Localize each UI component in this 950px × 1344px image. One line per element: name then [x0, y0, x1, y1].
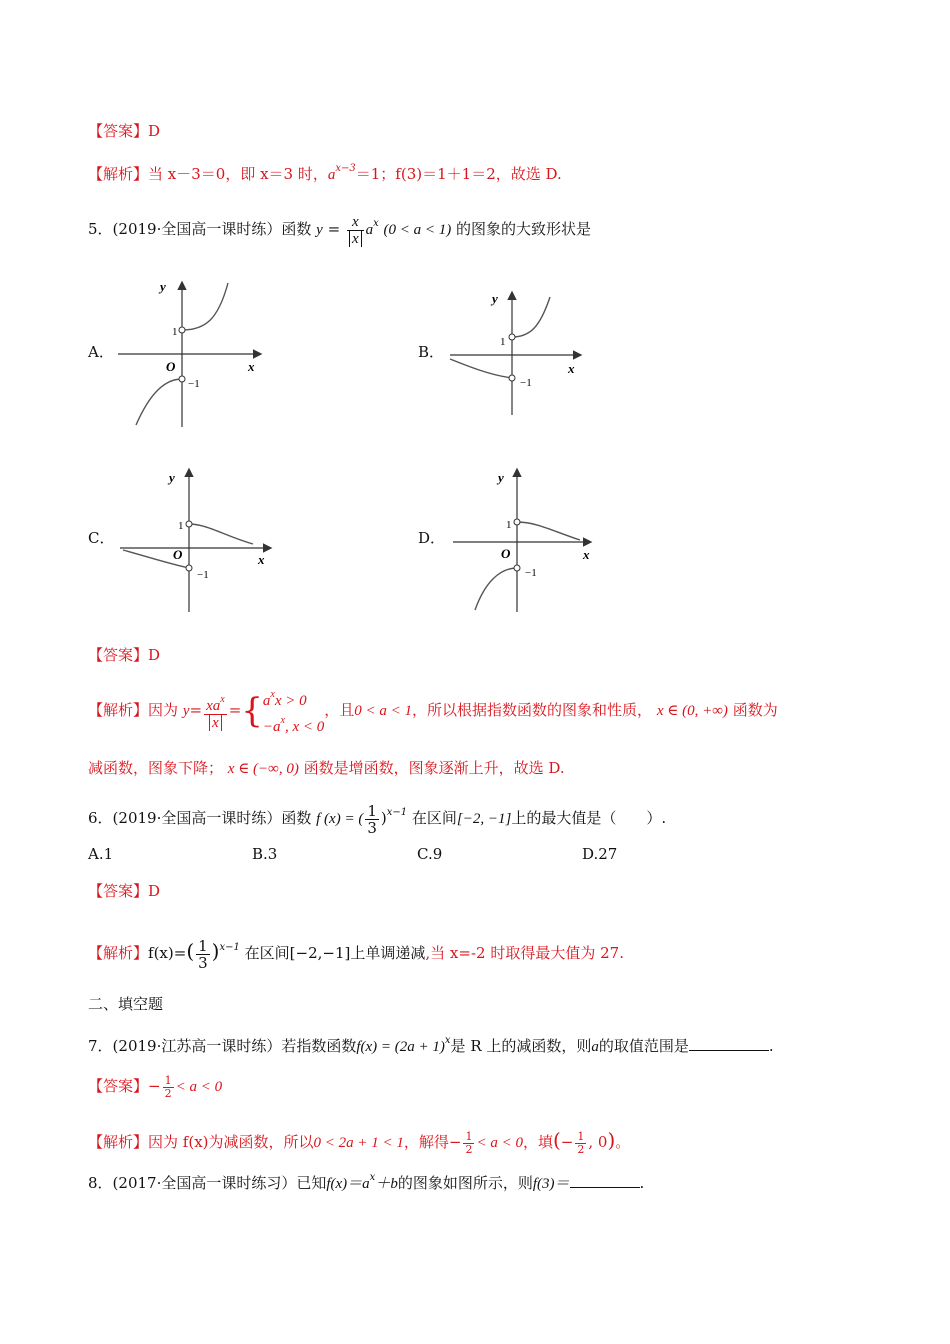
open-point — [179, 327, 185, 333]
exp-base: a — [327, 167, 336, 183]
q5-func-exp: x — [373, 218, 379, 229]
q5-prefix: 5．(2019·全国高一课时练）函数 — [88, 220, 312, 238]
open-point — [509, 334, 515, 340]
open-point — [509, 375, 515, 381]
q5-stem — [88, 204, 591, 250]
axis-label-x: x — [568, 361, 575, 376]
answer-tag: 【答案】 — [88, 1077, 149, 1095]
analysis-mid2: 上单调递减 — [350, 944, 426, 962]
analysis-frac-num: $xa^x$ — [206, 693, 225, 714]
analysis-mid: ，且 — [324, 701, 355, 719]
option-c-label[interactable]: C． — [88, 529, 115, 547]
q7-stem: 7．(2019·江苏高一课时练）若指数函数$f(x) = (2a + 1)^x$是 R 上的减函数，则a的取值范围是 . — [88, 1035, 774, 1055]
choice-c[interactable]: C.9 — [417, 845, 443, 863]
analysis-eq2: = — [228, 701, 242, 719]
answer-tag: 【答案】 — [88, 122, 149, 140]
analysis-fraction: $\frac{1}{3}$ — [198, 936, 208, 972]
curve-right — [512, 297, 550, 337]
answer-tag: 【答案】 — [88, 646, 149, 664]
analysis-text: 当 x－3＝0，即 x＝3 时， — [148, 165, 328, 183]
q8-stem: 8．(2017·全国高一课时练习）已知$f(x)=a^x+b$的图象如图所示，则f(3)＝ . — [88, 1172, 645, 1192]
analysis-fraction — [204, 692, 227, 731]
q6-stem: 6．(2019·全国高一课时练）函数 f (x) = ( $\frac{1}{3}$ )$^{x-1}$ 在区间[−2, −1]上的最大值是（ ）. — [88, 801, 667, 837]
open-point — [186, 565, 192, 571]
analysis-interval1: x ∈ (0, +∞) — [656, 703, 728, 719]
option-b-label[interactable]: B． — [418, 343, 445, 361]
q5-frac-num: x — [351, 213, 359, 230]
analysis-line2-b: 函数是增函数，图象逐渐上升，故选 D. — [303, 759, 565, 777]
section-title: 二、填空题 — [88, 995, 164, 1013]
q5-fraction — [347, 214, 364, 247]
q6-suffix: 上的最大值是（ ）. — [511, 809, 667, 827]
origin-label: O — [173, 547, 183, 562]
origin-label: O — [501, 546, 511, 561]
tick-label-1: 1 — [172, 326, 178, 338]
open-point — [514, 519, 520, 525]
axis-label-x: x — [258, 552, 265, 567]
analysis-tag: 【解析】 — [88, 701, 149, 719]
q8-func: f(x)＝a — [326, 1176, 370, 1192]
q8-mid: 的图象如图所示，则 — [397, 1174, 533, 1192]
analysis-tail1: 函数为 — [732, 701, 778, 719]
q6-interval: [−2, −1] — [456, 811, 512, 827]
exp-power: x−3 — [335, 163, 356, 174]
analysis-tag: 【解析】 — [88, 944, 149, 962]
option-a-label[interactable]: A． — [88, 343, 114, 361]
tick-label-1: 1 — [500, 336, 506, 348]
q5-func-cond: (0 < a < 1) — [383, 222, 452, 238]
q8-prefix: 8．(2017·全国高一课时练习）已知 — [88, 1174, 327, 1192]
q7-func-exp: x — [444, 1035, 451, 1046]
q6-fraction: $\frac{1}{3}$ — [367, 801, 377, 837]
analysis-text-2: ＝1；f(3)＝1＋1＝2，故选 D. — [355, 165, 562, 183]
answer-value: D — [148, 122, 161, 140]
analysis-red: ,当 x=-2 时取得最大值为 27. — [425, 944, 624, 962]
axis-label-y: y — [160, 279, 166, 294]
q4-analysis — [88, 158, 562, 186]
option-d-label[interactable]: D． — [418, 529, 446, 547]
tick-label-neg1: −1 — [520, 377, 532, 389]
tick-label-neg1: −1 — [188, 378, 200, 390]
q4-answer — [88, 120, 160, 142]
q7-mid: 是 R 上的减函数，则 — [450, 1037, 592, 1055]
open-point — [514, 565, 520, 571]
analysis-mid2: ，所以根据指数函数的图象和性质， — [412, 701, 653, 719]
answer-value: D — [148, 882, 161, 900]
q7-answer: 【答案】− $\frac{1}{2}$ < a < 0 — [88, 1073, 223, 1100]
q5-func-a: a — [365, 222, 374, 238]
analysis-line2-a: 减函数，图象下降； — [88, 759, 224, 777]
cases-brace: { — [241, 691, 263, 731]
axis-label-y: y — [492, 291, 498, 306]
axis-label-x: x — [583, 547, 590, 562]
q5-analysis-line2 — [88, 757, 565, 780]
q6-func-exp: x−1 — [386, 807, 408, 818]
origin-label: O — [166, 359, 176, 374]
q7-func: f(x) = (2a + 1) — [356, 1039, 445, 1055]
axis-label-x: x — [248, 359, 255, 374]
q6-answer — [88, 880, 160, 902]
analysis-interval2: x ∈ (−∞, 0) — [227, 761, 299, 777]
graph-option-b[interactable] — [440, 285, 595, 420]
analysis-eq: = — [189, 701, 203, 719]
q8-ask: f(3)＝ — [532, 1176, 570, 1192]
q6-mid: 在区间 — [411, 809, 457, 827]
curve-left — [450, 359, 512, 378]
q5-frac-den: x — [347, 230, 364, 247]
analysis-mid: 在区间 — [244, 944, 290, 962]
graph-option-a[interactable] — [110, 275, 270, 430]
q5-answer — [88, 644, 160, 666]
q7-prefix: 7．(2019·江苏高一课时练）若指数函数 — [88, 1037, 357, 1055]
answer-blank[interactable] — [570, 1173, 640, 1188]
answer-fraction: $\frac{1}{2}$ — [164, 1073, 172, 1100]
q7-suffix: 的取值范围是 — [598, 1037, 689, 1055]
curve-left — [475, 568, 517, 610]
q5-suffix: 的图象的大致形状是 — [456, 220, 592, 238]
axis-label-y: y — [498, 470, 504, 485]
answer-tag: 【答案】 — [88, 882, 149, 900]
analysis-exp: x−1 — [219, 942, 240, 953]
curve-right — [517, 522, 580, 540]
graph-option-d[interactable] — [445, 462, 605, 617]
open-point — [186, 521, 192, 527]
analysis-tag: 【解析】 — [88, 1133, 149, 1151]
q5-func-y: y — [316, 222, 323, 238]
q7-analysis: 【解析】因为 f(x)为减函数，所以0 < 2a + 1 < 1，解得− $\frac{1}{2}$ < a < 0，填(− $\frac{1}{2}$ , 0)。 — [88, 1128, 631, 1156]
piecewise-cases: $a^xx > 0$ $-a^x$, x < 0 — [262, 689, 325, 735]
answer-blank[interactable] — [689, 1036, 769, 1051]
q6-prefix: 6．(2019·全国高一课时练）函数 — [88, 809, 312, 827]
curve-right — [189, 524, 253, 544]
analysis-frac-den: x — [204, 714, 227, 731]
analysis-tag: 【解析】 — [88, 165, 149, 183]
analysis-y: y — [182, 703, 190, 719]
q6-func-lhs: f (x) = ( — [316, 811, 364, 827]
analysis-because: 因为 — [148, 701, 179, 719]
choice-b[interactable]: B.3 — [252, 845, 278, 863]
curve-right — [182, 283, 228, 330]
choice-d[interactable]: D.27 — [582, 845, 618, 863]
q5-func-eq: = — [327, 220, 341, 238]
open-point — [179, 376, 185, 382]
tick-label-1: 1 — [178, 520, 184, 532]
q5-analysis — [88, 684, 778, 737]
graph-option-c[interactable] — [115, 462, 280, 617]
tick-label-1: 1 — [506, 519, 512, 531]
q6-analysis: 【解析】f(x)=( $\frac{1}{3}$ )$^{x-1}$ 在区间[−2,−1]上单调递减,当 x=-2 时取得最大值为 27. — [88, 936, 624, 972]
q7-var: a — [591, 1039, 599, 1055]
curve-left — [136, 379, 182, 425]
analysis-interval: [−2,−1] — [289, 944, 351, 962]
choice-a[interactable]: A.1 — [88, 845, 114, 863]
answer-value: D — [148, 646, 161, 664]
analysis-cond: 0 < a < 1 — [354, 703, 413, 719]
tick-label-neg1: −1 — [197, 569, 209, 581]
axis-label-y: y — [169, 470, 175, 485]
analysis-lhs: f(x)= — [148, 944, 187, 962]
tick-label-neg1: −1 — [525, 567, 537, 579]
